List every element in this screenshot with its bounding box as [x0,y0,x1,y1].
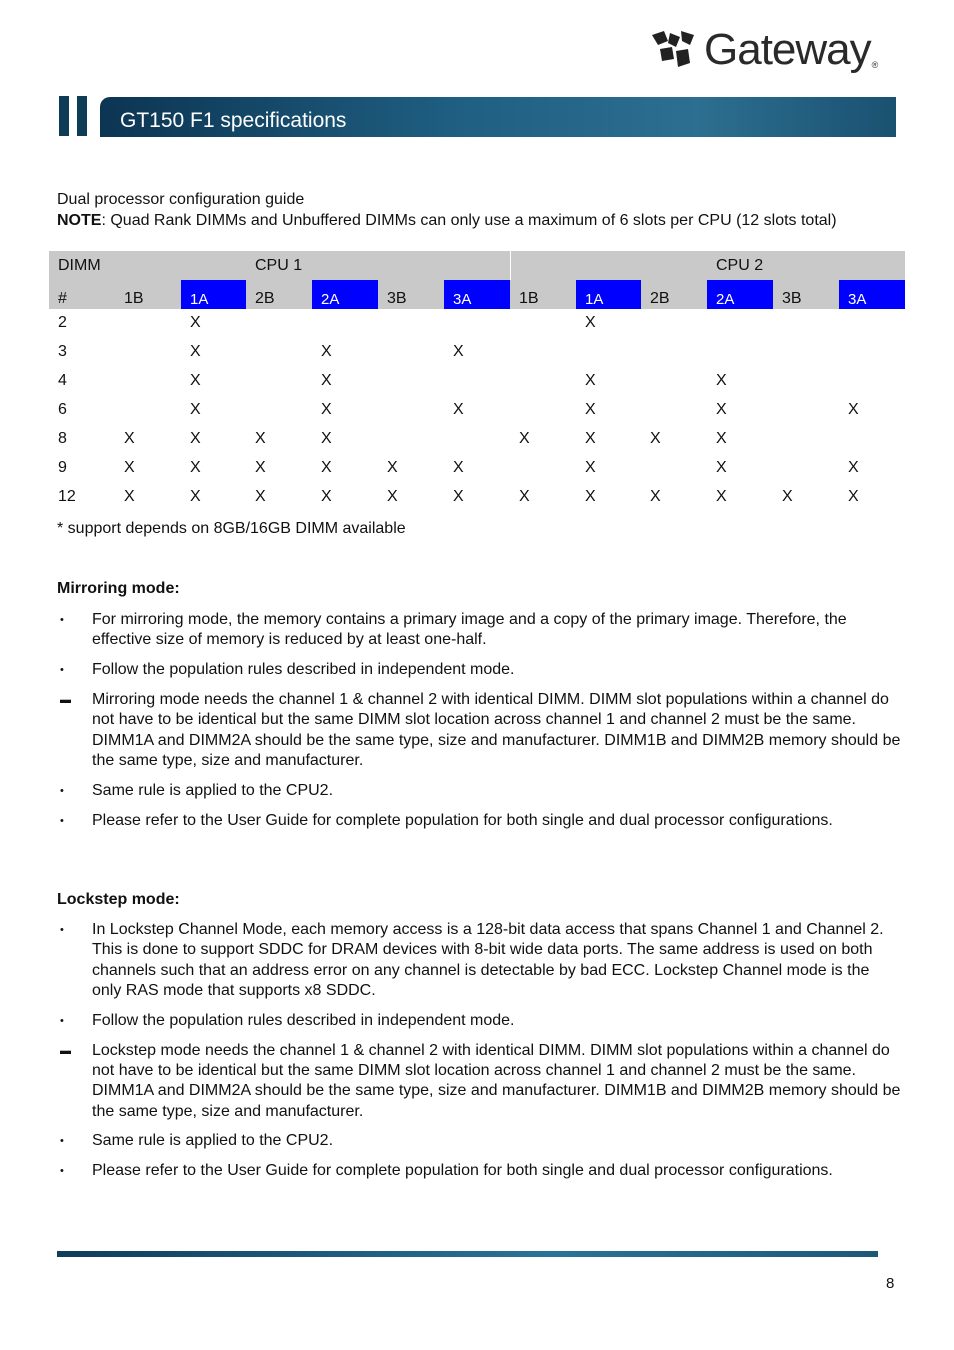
slot-cell [510,338,576,367]
page-number: 8 [886,1275,895,1292]
slot-cell [444,309,510,338]
slot-cell: X [124,487,135,505]
slot-cell [246,396,312,425]
slot-cell: X [453,401,464,419]
slot-header: 2A [707,280,773,309]
slot-header: 1B [115,280,181,309]
slot-cell [839,338,905,367]
gateway-cow-spots-icon [650,27,696,73]
bullet-marker: ▬ [60,1044,71,1057]
slot-cell [773,453,839,482]
lockstep-bullet-item [57,1041,902,1122]
bullet-text: Same rule is applied to the CPU2. [92,781,334,799]
dimm-population-table [49,251,905,511]
dimm-count-cell: 2 [58,314,67,332]
slot-cell: X [585,487,596,505]
slot-cell: X [848,401,859,419]
slot-cell [773,309,839,338]
slot-cell [115,309,181,338]
note-paragraph [57,211,897,232]
slot-cell [246,367,312,396]
dimm-count-cell: 12 [58,487,76,505]
bullet-marker: • [60,924,64,936]
slot-header: 3B [378,280,444,309]
slot-cell [115,338,181,367]
bullet-text: Follow the population rules described in independent mode. [92,1011,515,1029]
table-body [49,309,905,511]
table-row [49,453,905,482]
slot-cell: X [255,430,266,447]
slot-cell [839,425,905,454]
slot-cell [839,367,905,396]
slot-cell: X [716,487,727,505]
slot-cell: X [255,487,266,505]
slot-cell [378,367,444,396]
bullet-marker: • [60,1014,64,1027]
slot-cell: X [321,487,332,505]
slot-cell [115,396,181,425]
dimm-count-cell: 4 [58,372,67,390]
bullet-text: Please refer to the User Guide for complete population for both single and dual processor configurations. [92,811,833,829]
slot-header: 3A [444,280,510,309]
slot-cell: X [519,487,530,505]
slot-header: 3A [839,280,905,309]
bullet-marker: • [60,814,64,827]
slot-cell [246,309,312,338]
bullet-marker: • [60,1165,64,1178]
dimm-count-cell: 8 [58,430,67,447]
slot-cell: X [848,458,859,476]
slot-cell [773,425,839,454]
slot-cell: X [585,401,596,419]
slot-cell [378,309,444,338]
slot-cell: X [190,401,201,419]
slot-cell [641,453,707,482]
gateway-logo [650,24,878,76]
slot-cell: X [716,458,727,476]
slot-cell: X [585,314,596,332]
lockstep-list [57,920,902,1191]
bullet-marker: ▬ [60,694,71,707]
slot-cell: X [453,487,464,505]
bullet-text: Mirroring mode needs the channel 1 & channel 2 with identical DIMM. DIMM slot populations within a channel do not have to be identical but the same DIMM slot location across channel 1 and channel 2 must be the same. DIMM1A and DIMM2A should be the same type, size and manufacturer. DIMM1B and DIMM2B memory should be the same type, size and manufacturer. [92,691,901,769]
slot-cell: X [321,401,332,419]
dimm-count-cell: 9 [58,458,67,476]
bullet-text: For mirroring mode, the memory contains a primary image and a copy of the primary image. Therefore, the effective size of memory is reduced by at least one-half. [92,611,847,649]
registered-mark: ® [871,60,879,70]
slot-cell [378,338,444,367]
slot-cell [312,309,378,338]
slot-cell: X [387,458,398,476]
mirroring-title: Mirroring mode: [57,580,180,597]
table-header-row-cpu [49,251,905,280]
slot-cell: X [124,430,135,447]
bullet-text: Lockstep mode needs the channel 1 & channel 2 with identical DIMM. DIMM slot populations within a channel do not have to be identical but the same DIMM slot location across channel 1 and channel 2 must be the same. DIMM1A and DIMM2A should be the same type, size and manufacturer. DIMM1B and DIMM2B memory should be the same type, size and manufacturer. [92,1041,901,1120]
mirroring-bullet-item [57,610,902,651]
slot-cell: X [387,487,398,505]
slot-cell: X [716,430,727,447]
slot-header: 2B [246,280,312,309]
slot-header: 1B [510,280,576,309]
slot-cell [773,367,839,396]
slot-cell: X [519,430,530,447]
slot-cell [444,425,510,454]
brand-name: Gateway [704,25,871,74]
slot-cell: X [453,343,464,361]
bullet-text: In Lockstep Channel Mode, each memory access is a 128-bit data access that spans Channel 1 and Channel 2. This is done to support SDDC for DRAM devices with 8-bit wide data ports. The same address is used on both channels such that an address error on any channel is detectable by bad ECC. Lockstep Channel mode is the only RAS mode that supports x8 SDDC. [92,921,884,999]
slot-cell [510,309,576,338]
slot-cell: X [585,458,596,476]
slot-cell [510,367,576,396]
bullet-marker: • [60,784,64,797]
slot-cell [246,338,312,367]
mirroring-bullet-item [57,811,902,831]
slot-cell [378,425,444,454]
slot-cell: X [255,458,266,476]
guide-heading: Dual processor configuration guide [57,191,305,208]
lockstep-bullet-item [57,1011,902,1031]
banner-block-left [59,96,69,136]
table-row [49,338,905,367]
slot-cell [510,396,576,425]
slot-header: 1A [576,280,641,309]
mirroring-list [57,610,902,841]
footnote: * support depends on 8GB/16GB DIMM available [57,520,406,537]
slot-cell: X [321,343,332,361]
slot-cell [576,338,641,367]
slot-cell: X [848,487,859,505]
cpu1-header: CPU 1 [246,251,312,280]
slot-cell: X [782,487,793,505]
page-title: GT150 F1 specifications [120,109,347,132]
footer-rule [57,1251,878,1257]
table-header-row-slots [49,280,905,309]
section-banner [57,96,896,138]
slot-cell: X [650,487,661,505]
slot-cell [641,396,707,425]
slot-cell [378,396,444,425]
slot-cell [707,309,773,338]
slot-cell [444,367,510,396]
count-header: # [49,280,115,309]
slot-cell [510,453,576,482]
banner-block-right [77,96,87,136]
slot-cell: X [321,458,332,476]
slot-header: 1A [181,280,246,309]
dimm-count-cell: 6 [58,401,67,419]
intro-text [57,190,897,231]
slot-cell: X [124,458,135,476]
slot-cell: X [321,430,332,447]
table-row [49,482,905,511]
bullet-marker: • [60,1135,64,1148]
note-label: NOTE [57,211,102,229]
slot-cell: X [585,430,596,447]
slot-cell [641,309,707,338]
slot-cell: X [190,430,201,447]
slot-cell [707,338,773,367]
slot-cell [641,367,707,396]
slot-cell: X [190,487,201,505]
mirroring-bullet-item [57,690,902,771]
slot-cell: X [321,372,332,390]
slot-header: 2B [641,280,707,309]
slot-cell: X [716,401,727,419]
slot-cell: X [190,458,201,476]
slot-cell: X [585,372,596,390]
lockstep-title: Lockstep mode: [57,891,180,908]
slot-cell [839,309,905,338]
dimm-header: DIMM [49,251,115,280]
note-text: : Quad Rank DIMMs and Unbuffered DIMMs can only use a maximum of 6 slots per CPU (12 slots total) [101,211,837,229]
slot-cell: X [190,314,201,332]
slot-cell: X [190,372,201,390]
mirroring-bullet-item [57,660,902,680]
slot-header: 3B [773,280,839,309]
lockstep-bullet-item [57,1131,902,1151]
slot-cell [115,367,181,396]
slot-cell: X [716,372,727,390]
lockstep-bullet-item [57,1161,902,1181]
bullet-text: Follow the population rules described in independent mode. [92,661,515,679]
table-row [49,309,905,338]
table-row [49,425,905,454]
slot-cell [773,396,839,425]
bullet-marker: • [60,614,64,626]
slot-cell [773,338,839,367]
bullet-marker: • [60,664,64,677]
dimm-count-cell: 3 [58,343,67,361]
slot-cell: X [190,343,201,361]
mirroring-bullet-item [57,781,902,801]
table-row [49,367,905,396]
slot-cell: X [453,458,464,476]
lockstep-bullet-item [57,920,902,1001]
slot-cell: X [650,430,661,447]
slot-header: 2A [312,280,378,309]
table-row [49,396,905,425]
bullet-text: Please refer to the User Guide for complete population for both single and dual processor configurations. [92,1162,833,1180]
cpu2-header: CPU 2 [707,251,773,280]
bullet-text: Same rule is applied to the CPU2. [92,1132,334,1150]
slot-cell [641,338,707,367]
